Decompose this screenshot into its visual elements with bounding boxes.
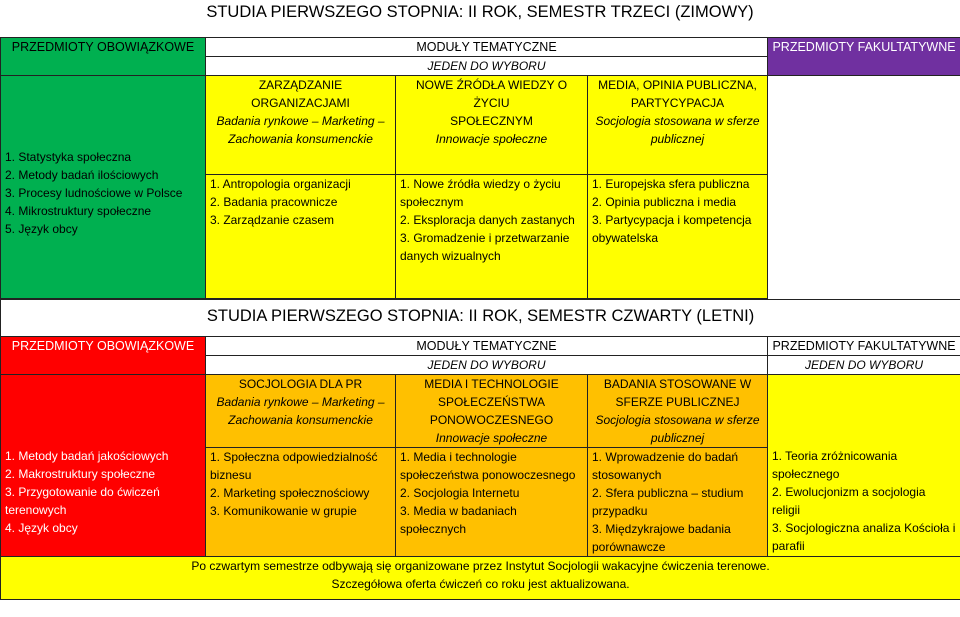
list-item: 3. Przygotowanie do ćwiczeń — [5, 485, 160, 499]
sem4-module1-header — [206, 375, 396, 448]
sem3-module1-list — [206, 175, 396, 299]
sem3-modules-header — [206, 38, 768, 57]
list-item: 1. Społeczna odpowiedzialność — [210, 450, 378, 464]
module-spec: Zachowania konsumenckie — [228, 132, 373, 146]
module-spec: Socjologia stosowana w sferze — [595, 413, 760, 427]
list-item: danych wizualnych — [400, 249, 501, 264]
sem3-modules-subtitle: JEDEN DO WYBORU — [206, 57, 768, 76]
sem4-module2-header — [396, 375, 588, 448]
list-item: społecznym — [400, 195, 464, 210]
list-item: 3. Socjologiczna analiza Kościoła i — [772, 521, 956, 535]
module-spec: Zachowania konsumenckie — [228, 413, 373, 427]
sem3-modules-title: MODUŁY TEMATYCZNE — [416, 40, 557, 54]
sem4-optional-subtitle: JEDEN DO WYBORU — [768, 356, 960, 375]
list-item: 2. Marketing społecznościowy — [210, 486, 370, 500]
list-item: społecznych — [400, 522, 467, 536]
list-item: 3. Komunikowanie w grupie — [210, 504, 357, 518]
sem3-module3-list — [588, 175, 768, 299]
module-title: NOWE ŹRÓDŁA WIEDZY O ŻYCIU — [415, 78, 568, 110]
list-item: 1. Statystyka społeczna — [5, 150, 132, 164]
list-item: 2. Metody badań ilościowych — [5, 168, 159, 182]
list-item: 1. Wprowadzenie do badań — [592, 450, 739, 464]
list-item: 1. Antropologia organizacji — [210, 177, 351, 192]
list-item: parafii — [772, 539, 805, 553]
sem3-module3-header — [588, 76, 768, 175]
sem4-modules-subtitle: JEDEN DO WYBORU — [206, 356, 768, 375]
sem3-optional-header: PRZEDMIOTY FAKULTATYWNE — [768, 38, 960, 76]
sem4-module2-list — [396, 448, 588, 557]
module-spec: Innowacje społeczne — [435, 132, 548, 146]
sem3-obligatory-header: PRZEDMIOTY OBOWIĄZKOWE — [1, 38, 206, 76]
list-item: 2. Makrostruktury społeczne — [5, 467, 156, 481]
list-item: 4. Język obcy — [5, 521, 78, 535]
sem3-module2-list — [396, 175, 588, 299]
footer-note: Po czwartym semestrze odbywają się organizowane przez Instytut Socjologii wakacyjne ćwiczenia terenowe. — [191, 559, 770, 573]
sem4-modules-header: MODUŁY TEMATYCZNE — [206, 337, 768, 356]
sem3-module1-header — [206, 76, 396, 175]
list-item: 3. Zarządzanie czasem — [210, 213, 335, 228]
sem3-obligatory-list — [1, 76, 206, 299]
module-title: PARTYCYPACJA — [630, 96, 725, 110]
list-item: 3. Gromadzenie i przetwarzanie — [400, 231, 570, 246]
module-title: SPOŁECZEŃSTWA — [438, 395, 545, 409]
module-title: MEDIA I TECHNOLOGIE — [424, 377, 559, 391]
list-item: 3. Media w badaniach — [400, 504, 517, 518]
list-item: 1. Nowe źródła wiedzy o życiu — [400, 177, 561, 192]
module-title: SPOŁECZNYM — [450, 114, 533, 128]
module-title: BADANIA STOSOWANE W — [603, 377, 752, 391]
semester3-title: STUDIA PIERWSZEGO STOPNIA: II ROK, SEMESTR TRZECI (ZIMOWY) — [206, 3, 754, 21]
list-item: terenowych — [5, 503, 67, 517]
list-item: 2. Sfera publiczna – studium — [592, 486, 744, 500]
module-spec: Innowacje społeczne — [435, 431, 548, 445]
list-item: 1. Teoria zróżnicowania — [772, 449, 898, 463]
list-item: 1. Metody badań jakościowych — [5, 449, 169, 463]
list-item: biznesu — [210, 468, 252, 482]
sem4-obligatory-header: PRZEDMIOTY OBOWIĄZKOWE — [1, 337, 206, 375]
module-spec: Socjologia stosowana w sferze — [595, 114, 760, 128]
module-title: ZARZĄDZANIE ORGANIZACJAMI — [251, 78, 350, 110]
module-spec: Badania rynkowe – Marketing – — [216, 395, 385, 409]
list-item: 2. Opinia publiczna i media — [592, 195, 737, 210]
list-item: 5. Język obcy — [5, 222, 78, 236]
list-item: społeczeństwa ponowoczesnego — [400, 468, 576, 482]
module-spec: publicznej — [650, 132, 705, 146]
list-item: 1. Media i technologie — [400, 450, 517, 464]
list-item: 1. Europejska sfera publiczna — [592, 177, 750, 192]
sem3-module2-header — [396, 76, 588, 175]
module-title: MEDIA, OPINIA PUBLICZNA, — [598, 78, 757, 92]
sem4-title-cell — [1, 300, 960, 337]
list-item: stosowanych — [592, 468, 662, 482]
sem3-optional-empty — [768, 76, 960, 299]
sem4-optional-header: PRZEDMIOTY FAKULTATYWNE — [768, 337, 960, 356]
list-item: 4. Mikrostruktury społeczne — [5, 204, 152, 218]
sem4-obligatory-list — [1, 375, 206, 557]
list-item: 3. Międzykrajowe badania — [592, 522, 731, 536]
semester3-table — [0, 37, 960, 299]
module-spec: publicznej — [650, 431, 705, 445]
module-spec: Badania rynkowe – Marketing – — [216, 114, 385, 128]
list-item: 3. Procesy ludnościowe w Polsce — [5, 186, 183, 200]
module-title: PONOWOCZESNEGO — [429, 413, 554, 427]
sem4-footer — [1, 557, 960, 600]
list-item: 3. Partycypacja i kompetencja — [592, 213, 752, 228]
list-item: porównawcze — [592, 540, 666, 554]
module-title: SFERZE PUBLICZNEJ — [615, 395, 740, 409]
footer-note: Szczegółowa oferta ćwiczeń co roku jest aktualizowana. — [331, 577, 630, 591]
sem4-optional-list — [768, 375, 960, 557]
list-item: 2. Eksploracja danych zastanych — [400, 213, 575, 228]
list-item: 2. Ewolucjonizm a socjologia — [772, 485, 926, 499]
module-title: SOCJOLOGIA DLA PR — [238, 377, 363, 391]
list-item: przypadku — [592, 504, 648, 518]
list-item: społecznego — [772, 467, 840, 481]
sem4-module3-list — [588, 448, 768, 557]
list-item: 2. Badania pracownicze — [210, 195, 338, 210]
semester4-table — [0, 299, 960, 600]
semester4-title: STUDIA PIERWSZEGO STOPNIA: II ROK, SEMESTR CZWARTY (LETNI) — [206, 307, 755, 325]
sem4-module1-list — [206, 448, 396, 557]
list-item: 2. Socjologia Internetu — [400, 486, 520, 500]
list-item: religii — [772, 503, 801, 517]
sem4-module3-header — [588, 375, 768, 448]
list-item: obywatelska — [592, 231, 659, 246]
